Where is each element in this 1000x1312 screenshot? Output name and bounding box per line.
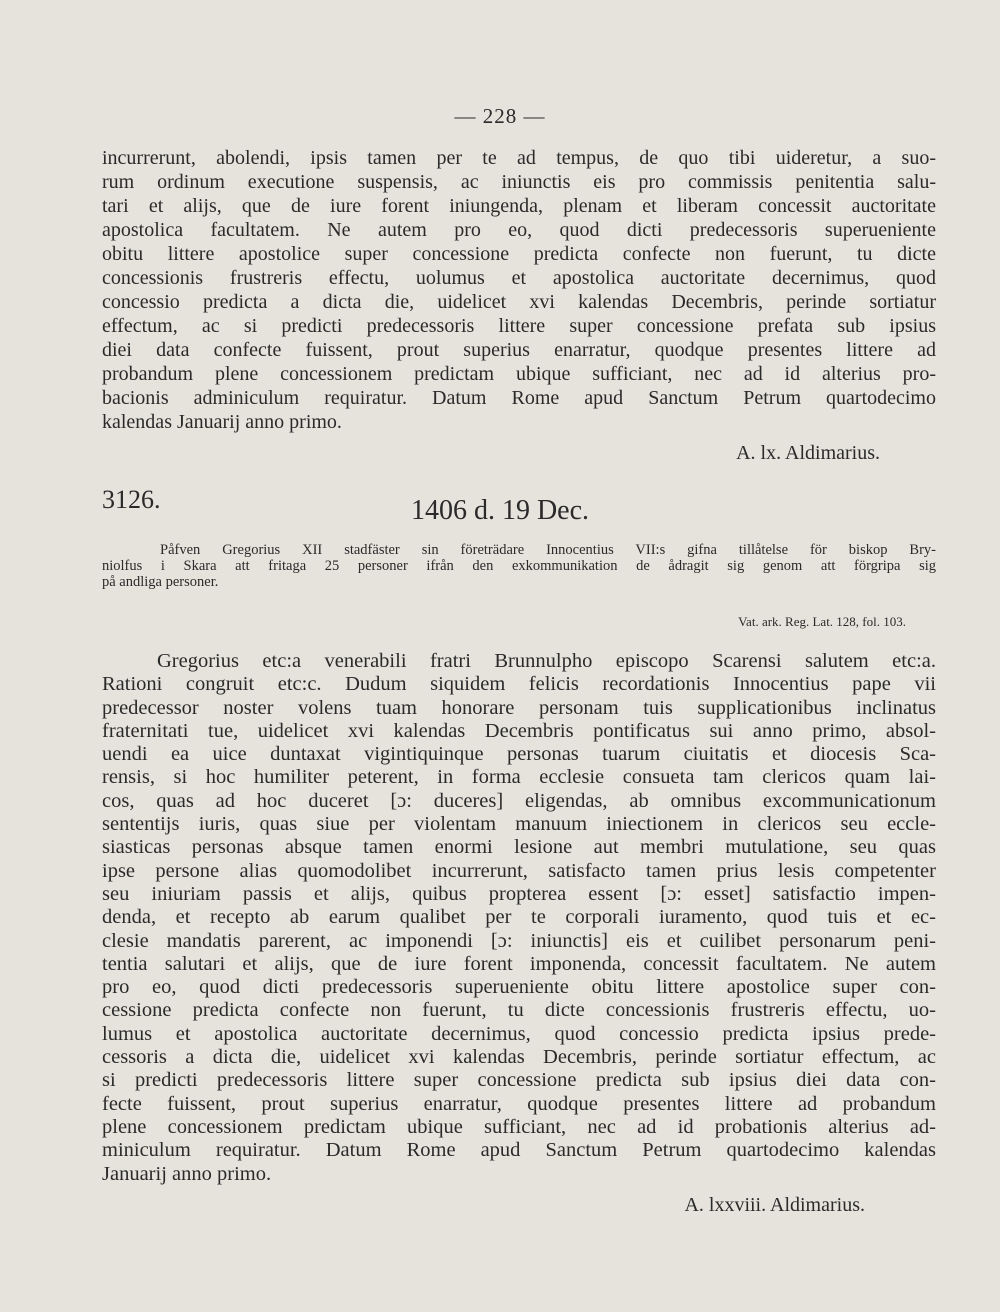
text-line: fraternitati tue, uidelicet xvi kalendas Decembris pontificatus sui anno primo, absol- bbox=[102, 719, 936, 742]
text-line: predecessor noster volens tuam honorare personam tuis supplicationibus inclinatus bbox=[102, 696, 936, 719]
text-line: tentia salutari et alijs, que de iure forent imponenda, concessit facultatem. Ne autem bbox=[102, 952, 936, 975]
text-line: diei data confecte fuissent, prout superius enarratur, quodque presentes littere ad bbox=[102, 339, 936, 361]
text-line: tari et alijs, que de iure forent iniungenda, plenam et liberam concessit auctoritate bbox=[102, 195, 936, 217]
text-line: incurrerunt, abolendi, ipsis tamen per te ad tempus, de quo tibi uideretur, a suo- bbox=[102, 147, 936, 169]
text-line: cessione predicta confecte non fuerunt, tu dicte concessionis frustreris effectu, uo- bbox=[102, 999, 936, 1022]
text-line: pro eo, quod dicti predecessoris superueniente obitu littere apostolice super con- bbox=[102, 976, 936, 999]
text-line: Gregorius etc:a venerabili fratri Brunnulpho episcopo Scarensi salutem etc:a. bbox=[157, 650, 936, 672]
paragraph-continuation bbox=[102, 146, 936, 434]
summary-line: Påfven Gregorius XII stadfäster sin företrädare Innocentius VII:s gifna tillåtelse för biskop Bry- bbox=[160, 542, 936, 558]
summary-line: på andliga personer. bbox=[102, 574, 219, 590]
text-line: fecte fuissent, prout superius enarratur, quodque presentes littere ad probandum bbox=[102, 1092, 936, 1115]
letter-text bbox=[102, 650, 936, 1186]
text-line: concessionis frustreris effectu, uolumus et apostolica auctoritate decernimus, quod bbox=[102, 267, 936, 289]
text-line: bacionis adminiculum requiratur. Datum Rome apud Sanctum Petrum quartodecimo bbox=[102, 387, 936, 409]
entry-number: 3126. bbox=[102, 485, 161, 514]
text-line: Rationi congruit etc:c. Dudum siquidem felicis recordationis Innocentius pape vii bbox=[102, 673, 936, 696]
text-line: lumus et apostolica auctoritate decernimus, quod concessio predicta ipsius prede- bbox=[102, 1022, 936, 1045]
text-line: cessoris a dicta die, uidelicet xvi kalendas Decembris, perinde sortiatur effectum, ac bbox=[102, 1046, 936, 1069]
text-line: kalendas Januarij anno primo. bbox=[102, 411, 342, 433]
text-line: sententijs iuris, quas siue per violentam manuum iniectionem in clericos seu eccle- bbox=[102, 813, 936, 836]
signature-note: A. lx. Aldimarius. bbox=[736, 442, 880, 464]
text-line: concessio predicta a dicta die, uidelicet xvi kalendas Decembris, perinde sortiatur bbox=[102, 291, 936, 313]
text-line: effectum, ac si predicti predecessoris littere super concessione prefata sub ipsius bbox=[102, 315, 936, 337]
archive-source-reference: Vat. ark. Reg. Lat. 128, fol. 103. bbox=[738, 614, 906, 629]
text-line: rensis, si hoc humiliter peterent, in forma ecclesie consueta tam clericos quam lai- bbox=[102, 766, 936, 789]
summary-line: niolfus i Skara att fritaga 25 personer ifrån den exkommunikation de ådragit sig genom att förgripa sig bbox=[102, 558, 936, 574]
entry-summary bbox=[102, 542, 936, 590]
text-line: plene concessionem predictam ubique sufficiant, nec ad id probationis alterius ad- bbox=[102, 1115, 936, 1138]
text-line: uendi ea uice duntaxat vigintiquinque personas tuarum ciuitatis et diocesis Sca- bbox=[102, 743, 936, 766]
text-line: clesie mandatis parerent, ac imponendi [ɔ: iniunctis] eis et cuilibet personarum peni- bbox=[102, 929, 936, 952]
text-line: ipse persone alias quomodolibet incurrerunt, satisfacto tamen prius lesis competenter bbox=[102, 859, 936, 882]
text-line: Januarij anno primo. bbox=[102, 1162, 272, 1185]
text-line: si predicti predecessoris littere super concessione predicta sub ipsius diei data con- bbox=[102, 1069, 936, 1092]
text-line: seu iniuriam passis et alijs, quibus propterea essent [ɔ: esset] satisfactio impen- bbox=[102, 882, 936, 905]
text-line: rum ordinum executione suspensis, ac iniunctis eis pro commissis penitentia salu- bbox=[102, 171, 936, 193]
signature-note: A. lxxviii. Aldimarius. bbox=[684, 1194, 865, 1216]
entry-date-heading: 1406 d. 19 Dec. bbox=[410, 495, 590, 526]
text-line: cos, quas ad hoc duceret [ɔ: duceres] eligendas, ab omnibus excommunicationum bbox=[102, 789, 936, 812]
text-line: apostolica facultatem. Ne autem pro eo, quod dicti predecessoris superueniente bbox=[102, 219, 936, 241]
text-line: siasticas personas absque tamen enormi lesione aut membri mutulatione, seu quas bbox=[102, 836, 936, 859]
text-line: miniculum requiratur. Datum Rome apud Sanctum Petrum quartodecimo kalendas bbox=[102, 1139, 936, 1162]
text-line: denda, et recepto ab earum qualibet per te corporali iuramento, quod tuis et ec- bbox=[102, 906, 936, 929]
text-line: probandum plene concessionem predictam ubique sufficiant, nec ad id alterius pro- bbox=[102, 363, 936, 385]
text-line: obitu littere apostolice super concessione predicta confecte non fuerunt, tu dicte bbox=[102, 243, 936, 265]
page-number: — 228 — bbox=[454, 104, 546, 128]
